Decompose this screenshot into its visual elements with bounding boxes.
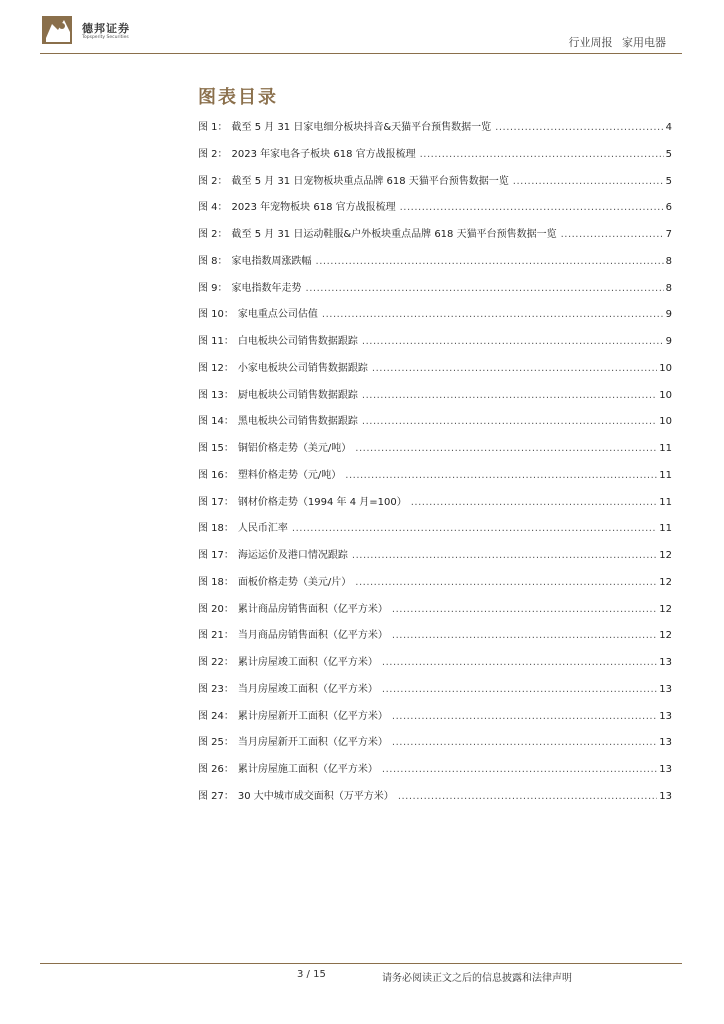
toc-entry[interactable] xyxy=(198,439,672,466)
toc-entry[interactable] xyxy=(198,493,672,520)
toc-entry-label: 图 16： xyxy=(198,469,234,481)
toc-entry-caption: 当月房屋新开工面积（亿平方米） xyxy=(237,737,388,749)
toc-entry-page: 11 xyxy=(659,496,672,508)
toc-entry-page: 10 xyxy=(659,362,672,374)
toc-entry-leader xyxy=(362,390,657,401)
toc-entry-label: 图 1： xyxy=(198,122,228,133)
toc-entry-caption: 30 大中城市成交面积（万平方米） xyxy=(237,790,394,802)
company-name: 德邦证券 xyxy=(82,22,130,35)
toc-entry-page: 13 xyxy=(659,657,672,668)
toc-entry-label: 图 26： xyxy=(198,764,234,775)
toc-entry[interactable] xyxy=(198,760,672,787)
toc-entry-leader xyxy=(362,416,657,427)
toc-entry-caption: 家电指数周涨跌幅 xyxy=(231,255,312,267)
header-category xyxy=(569,34,667,50)
toc-entry-caption: 累计房屋施工面积（亿平方米） xyxy=(237,764,378,775)
toc-entry[interactable] xyxy=(198,653,672,680)
toc-entry[interactable] xyxy=(198,198,672,225)
toc-entry-leader xyxy=(322,309,664,320)
toc-entry-leader xyxy=(420,149,664,160)
page-header xyxy=(40,12,684,56)
toc-entry-leader xyxy=(398,791,657,802)
toc-entry-leader xyxy=(382,657,657,668)
toc-entry-caption: 2023 年家电各子板块 618 官方战报梳理 xyxy=(231,148,416,160)
toc-entry-caption: 黑电板块公司销售数据跟踪 xyxy=(237,416,358,428)
toc-list xyxy=(198,118,672,814)
toc-entry-label: 图 24： xyxy=(198,710,234,722)
toc-entry-page: 13 xyxy=(659,790,672,802)
toc-entry-page: 10 xyxy=(659,389,672,401)
toc-entry-caption: 截至 5 月 31 日家电细分板块抖音&天猫平台预售数据一览 xyxy=(231,122,492,133)
toc-entry-leader xyxy=(355,577,657,588)
toc-entry-label: 图 17： xyxy=(198,496,234,508)
toc-entry[interactable] xyxy=(198,466,672,493)
toc-entry-caption: 累计房屋新开工面积（亿平方米） xyxy=(237,710,388,722)
toc-entry-label: 图 14： xyxy=(198,416,234,428)
toc-entry-leader xyxy=(345,470,657,481)
toc-entry-label: 图 13： xyxy=(198,389,234,401)
toc-entry[interactable] xyxy=(198,279,672,306)
toc-entry-label: 图 21： xyxy=(198,630,234,642)
toc-entry[interactable] xyxy=(198,359,672,386)
toc-entry[interactable] xyxy=(198,519,672,546)
toc-entry-page: 9 xyxy=(665,309,672,321)
toc-entry-caption: 人民币汇率 xyxy=(237,523,288,535)
toc-entry-leader xyxy=(352,550,657,561)
footer-divider xyxy=(40,963,682,964)
toc-entry-page: 9 xyxy=(665,336,672,347)
toc-entry-page: 12 xyxy=(659,630,672,642)
toc-entry-label: 图 22： xyxy=(198,657,234,668)
toc-entry-page: 5 xyxy=(665,148,672,160)
toc-entry-label: 图 18： xyxy=(198,523,234,535)
toc-entry-label: 图 27： xyxy=(198,790,234,802)
toc-entry-label: 图 2： xyxy=(198,229,228,240)
toc-entry[interactable] xyxy=(198,546,672,573)
industry-name: 家用电器 xyxy=(622,36,666,49)
toc-entry-label: 图 25： xyxy=(198,737,234,749)
toc-entry-label: 图 2： xyxy=(198,175,228,187)
toc-entry[interactable] xyxy=(198,252,672,279)
toc-entry[interactable] xyxy=(198,118,672,145)
toc-entry[interactable] xyxy=(198,332,672,359)
toc-entry-page: 12 xyxy=(659,576,672,588)
toc-entry[interactable] xyxy=(198,600,672,627)
toc-entry-page: 11 xyxy=(659,443,672,454)
toc-entry-label: 图 18： xyxy=(198,576,234,588)
toc-entry-caption: 面板价格走势（美元/片） xyxy=(237,576,352,588)
toc-entry-leader xyxy=(316,256,664,267)
toc-entry[interactable] xyxy=(198,386,672,413)
toc-entry-page: 4 xyxy=(665,122,672,133)
toc-entry-caption: 厨电板块公司销售数据跟踪 xyxy=(237,389,358,401)
company-logo xyxy=(40,12,190,52)
report-type: 行业周报 xyxy=(568,36,613,49)
toc-entry[interactable] xyxy=(198,573,672,600)
toc-entry-leader xyxy=(561,229,664,240)
toc-entry-leader xyxy=(411,497,658,508)
toc-entry-page: 6 xyxy=(665,202,672,214)
toc-entry-leader xyxy=(382,684,657,695)
toc-entry-caption: 白电板块公司销售数据跟踪 xyxy=(237,336,358,347)
toc-entry-caption: 2023 年宠物板块 618 官方战报梳理 xyxy=(231,202,396,214)
toc-entry-leader xyxy=(513,176,664,187)
toc-entry-page: 10 xyxy=(659,416,672,428)
toc-entry-caption: 塑料价格走势（元/吨） xyxy=(237,469,342,481)
toc-entry-leader xyxy=(355,443,657,454)
toc-entry-page: 7 xyxy=(665,229,672,240)
toc-entry-leader xyxy=(306,283,664,294)
toc-entry-page: 5 xyxy=(665,175,672,187)
toc-entry-label: 图 4： xyxy=(198,202,228,214)
toc-entry-page: 8 xyxy=(665,255,672,267)
toc-entry[interactable] xyxy=(198,412,672,439)
toc-entry-leader xyxy=(372,363,657,374)
toc-entry-caption: 累计房屋竣工面积（亿平方米） xyxy=(237,657,378,668)
toc-entry-leader xyxy=(292,523,657,534)
toc-entry[interactable] xyxy=(198,305,672,332)
toc-entry-page: 11 xyxy=(659,523,672,535)
toc-entry[interactable] xyxy=(198,787,672,814)
toc-entry[interactable] xyxy=(198,680,672,707)
toc-entry[interactable] xyxy=(198,172,672,199)
footer-disclaimer: 请务必阅读正文之后的信息披露和法律声明 xyxy=(382,973,572,984)
toc-entry-label: 图 15： xyxy=(198,443,234,454)
toc-entry-label: 图 23： xyxy=(198,683,234,695)
header-divider xyxy=(40,53,682,54)
toc-entry-page: 13 xyxy=(659,764,672,775)
toc-entry-label: 图 2： xyxy=(198,148,228,160)
toc-entry-caption: 家电指数年走势 xyxy=(231,282,302,294)
toc-entry-caption: 累计商品房销售面积（亿平方米） xyxy=(237,603,388,615)
toc-entry-leader xyxy=(392,604,657,615)
page-number: 3 / 15 xyxy=(297,969,326,980)
toc-entry-label: 图 12： xyxy=(198,362,234,374)
toc-entry-leader xyxy=(382,764,657,775)
toc-entry[interactable] xyxy=(198,626,672,653)
toc-entry-leader xyxy=(495,122,663,133)
toc-entry-label: 图 10： xyxy=(198,309,234,321)
toc-entry-leader xyxy=(392,630,657,641)
toc-entry-caption: 截至 5 月 31 日宠物板块重点品牌 618 天猫平台预售数据一览 xyxy=(231,175,509,187)
toc-entry-leader xyxy=(362,336,664,347)
toc-entry-caption: 小家电板块公司销售数据跟踪 xyxy=(237,362,368,374)
toc-entry-caption: 家电重点公司估值 xyxy=(237,309,318,321)
toc-entry-label: 图 17： xyxy=(198,550,234,561)
toc-entry-caption: 当月房屋竣工面积（亿平方米） xyxy=(237,683,378,695)
toc-entry-page: 12 xyxy=(659,550,672,561)
toc-entry-leader xyxy=(392,737,657,748)
toc-entry-caption: 铜铝价格走势（美元/吨） xyxy=(237,443,352,454)
toc-entry-label: 图 9： xyxy=(198,282,228,294)
toc-entry-caption: 当月商品房销售面积（亿平方米） xyxy=(237,630,388,642)
toc-entry-page: 13 xyxy=(659,737,672,749)
toc-entry[interactable] xyxy=(198,733,672,760)
toc-entry-page: 13 xyxy=(659,683,672,695)
toc-title: 图表目录 xyxy=(198,87,278,108)
toc-entry-page: 11 xyxy=(659,469,672,481)
toc-entry-caption: 钢材价格走势（1994 年 4 月=100） xyxy=(237,496,407,508)
company-logo-mark-icon xyxy=(40,12,78,48)
toc-entry-page: 13 xyxy=(659,710,672,722)
toc-entry-page: 8 xyxy=(665,282,672,294)
toc-entry[interactable] xyxy=(198,225,672,252)
toc-entry-caption: 截至 5 月 31 日运动鞋服&户外板块重点品牌 618 天猫平台预售数据一览 xyxy=(231,229,557,240)
toc-entry-caption: 海运运价及港口情况跟踪 xyxy=(237,550,348,561)
toc-entry-page: 12 xyxy=(659,603,672,615)
toc-entry[interactable] xyxy=(198,145,672,172)
toc-entry-leader xyxy=(400,202,664,213)
toc-entry-label: 图 20： xyxy=(198,603,234,615)
toc-entry[interactable] xyxy=(198,707,672,734)
toc-entry-label: 图 11： xyxy=(198,336,234,347)
toc-entry-leader xyxy=(392,711,657,722)
toc-entry-label: 图 8： xyxy=(198,255,228,267)
company-name-en: Topsperity Securities xyxy=(82,35,129,40)
